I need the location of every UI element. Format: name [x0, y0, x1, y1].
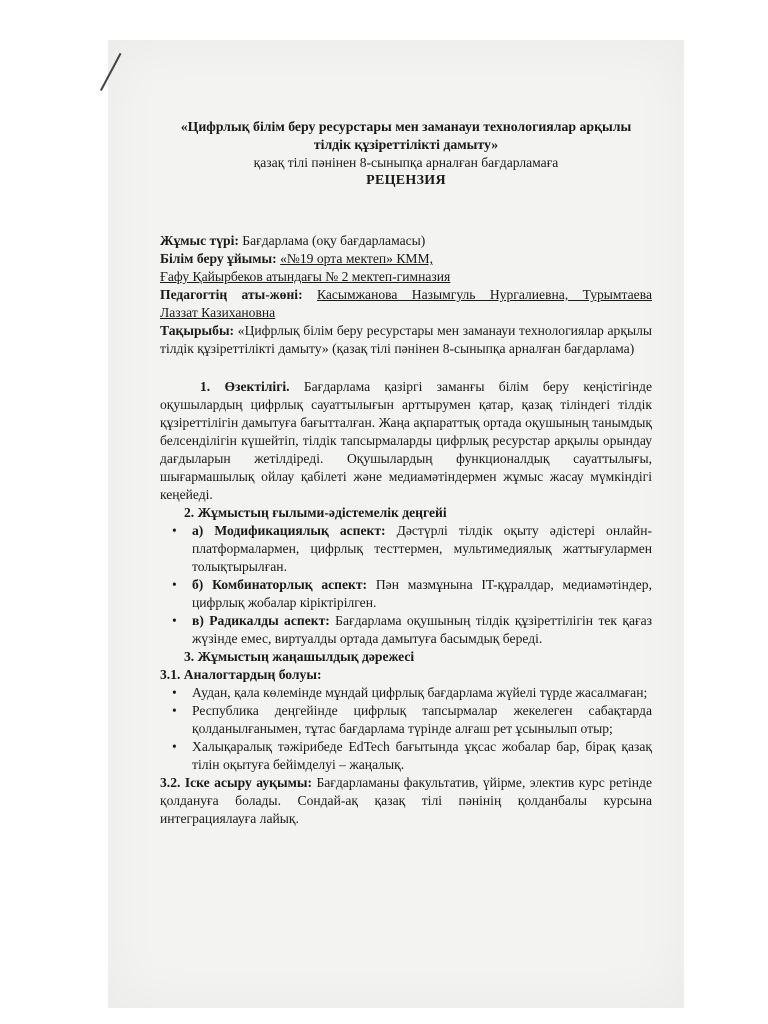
document-type-heading: РЕЦЕНЗИЯ — [366, 173, 446, 188]
title-line-1: «Цифрлық білім беру ресурстары мен заманауи технологиялар арқылы — [180, 119, 632, 134]
topic-label: Тақырыбы: — [160, 323, 235, 338]
teacher-label: Педагогтің аты-жөні: — [160, 287, 303, 302]
organization-line-2 — [160, 268, 652, 286]
section-3-1-list — [160, 684, 652, 774]
aspect-label: б) Комбинаторлық аспект: — [192, 577, 368, 592]
list-item: • Республика деңгейінде цифрлық тапсырмалар жекелеген сабақтарда қолданылғанымен, тұтас бағдарлама түрінде алғаш рет ұсынылып отыр; — [186, 702, 652, 738]
organization-value-1: «№19 орта мектеп» КММ, — [280, 251, 433, 266]
section-1-text: Бағдарлама қазіргі заманғы білім беру кеңістігінде оқушылардың цифрлық сауаттылығын арттырумен қатар, қазақ тіліндегі тілдік құзіреттілігін дамытуға бағытталған. Жаңа ақпараттық ортада оқушының танымдық белсенділігін күшейтіп, тілдік тапсырмаларды цифрлық ресурстар арқылы орындау дағдыларын жетілдіреді. Оқушылардың функционалдық сауаттылығы, шығармашылық ойлау қабілеті және медиамәтіндермен жұмыс жасау мүмкіндігі кеңейеді. — [160, 379, 652, 502]
section-1-relevance — [160, 378, 652, 504]
aspect-text: Дәстүрлі тілдік оқыту әдістері онлайн-платформалармен, цифрлық тесттермен, мультимедиялық жаттығулармен толықтырылған. — [192, 523, 652, 574]
work-type-line — [160, 232, 652, 250]
section-3-heading: 3. Жұмыстың жаңашылдық дәрежесі — [184, 649, 415, 664]
meta-block — [160, 232, 652, 358]
topic-line — [160, 322, 652, 358]
section-3-2-label: 3.2. Іске асыру ауқымы: — [160, 775, 312, 790]
section-3-1-heading: 3.1. Аналогтардың болуы: — [160, 667, 322, 682]
aspect-label: а) Модификациялық аспект: — [192, 523, 386, 538]
aspect-text: Пән мазмұнына IT-құралдар, медиамәтіндер, цифрлық жобалар кіріктірілген. — [192, 577, 653, 610]
organization-value-2: Ғафу Қайырбеков атындағы № 2 мектеп-гимназия — [160, 269, 451, 284]
teacher-line — [160, 286, 652, 304]
aspect-text: Бағдарлама оқушының тілдік құзіреттілігін тек қағаз жүзінде емес, виртуалды ортада дамытуға басымдық береді. — [192, 613, 652, 646]
topic-value: «Цифрлық білім беру ресурстары мен заманауи технологиялар арқылы тілдік құзіреттілікті дамыту» (қазақ тілі пәнінен 8-сыныпқа арналған бағдарлама) — [160, 323, 652, 356]
title-line-2: тілдік құзіреттілікті дамыту» — [313, 137, 499, 152]
list-item — [186, 612, 652, 648]
list-item — [186, 522, 652, 576]
teacher-line-2 — [160, 304, 652, 322]
document-subtitle: қазақ тілі пәнінен 8-сыныпқа арналған бағдарламаға — [253, 155, 559, 170]
list-item: • Аудан, қала көлемінде мұндай цифрлық бағдарлама жүйелі түрде жасалмаған; — [186, 684, 652, 702]
document-title — [160, 118, 652, 154]
list-item: • Халықаралық тәжірибеде EdTech бағытында ұқсас жобалар бар, бірақ қазақ тілін оқытуға бейімделуі – жаңалық. — [186, 738, 652, 774]
section-3-2-scope — [160, 774, 652, 828]
list-item — [186, 576, 652, 612]
aspect-label: в) Радикалды аспект: — [192, 613, 330, 628]
document-body — [160, 118, 652, 828]
teacher-value-2: Лаззат Казихановна — [160, 305, 276, 320]
section-3-2-text: Бағдарламаны факультатив, үйірме, электив курс ретінде қолдануға болады. Сондай-ақ қазақ тілі пәнінің қолданбалы курсына интеграциялауға лайық. — [160, 775, 652, 826]
organization-label: Білім беру ұйымы: — [160, 251, 277, 266]
section-1-label: 1. Өзектілігі. — [200, 379, 290, 394]
teacher-value-1: Касымжанова Назымгуль Нургалиевна, Турымтаева — [316, 287, 652, 302]
work-type-value: Бағдарлама (оқу бағдарламасы) — [238, 233, 426, 248]
section-2-heading: 2. Жұмыстың ғылыми-әдістемелік деңгейі — [184, 505, 447, 520]
organization-line — [160, 250, 652, 268]
section-2-list — [160, 522, 652, 648]
work-type-label: Жұмыс түрі: — [160, 233, 239, 248]
